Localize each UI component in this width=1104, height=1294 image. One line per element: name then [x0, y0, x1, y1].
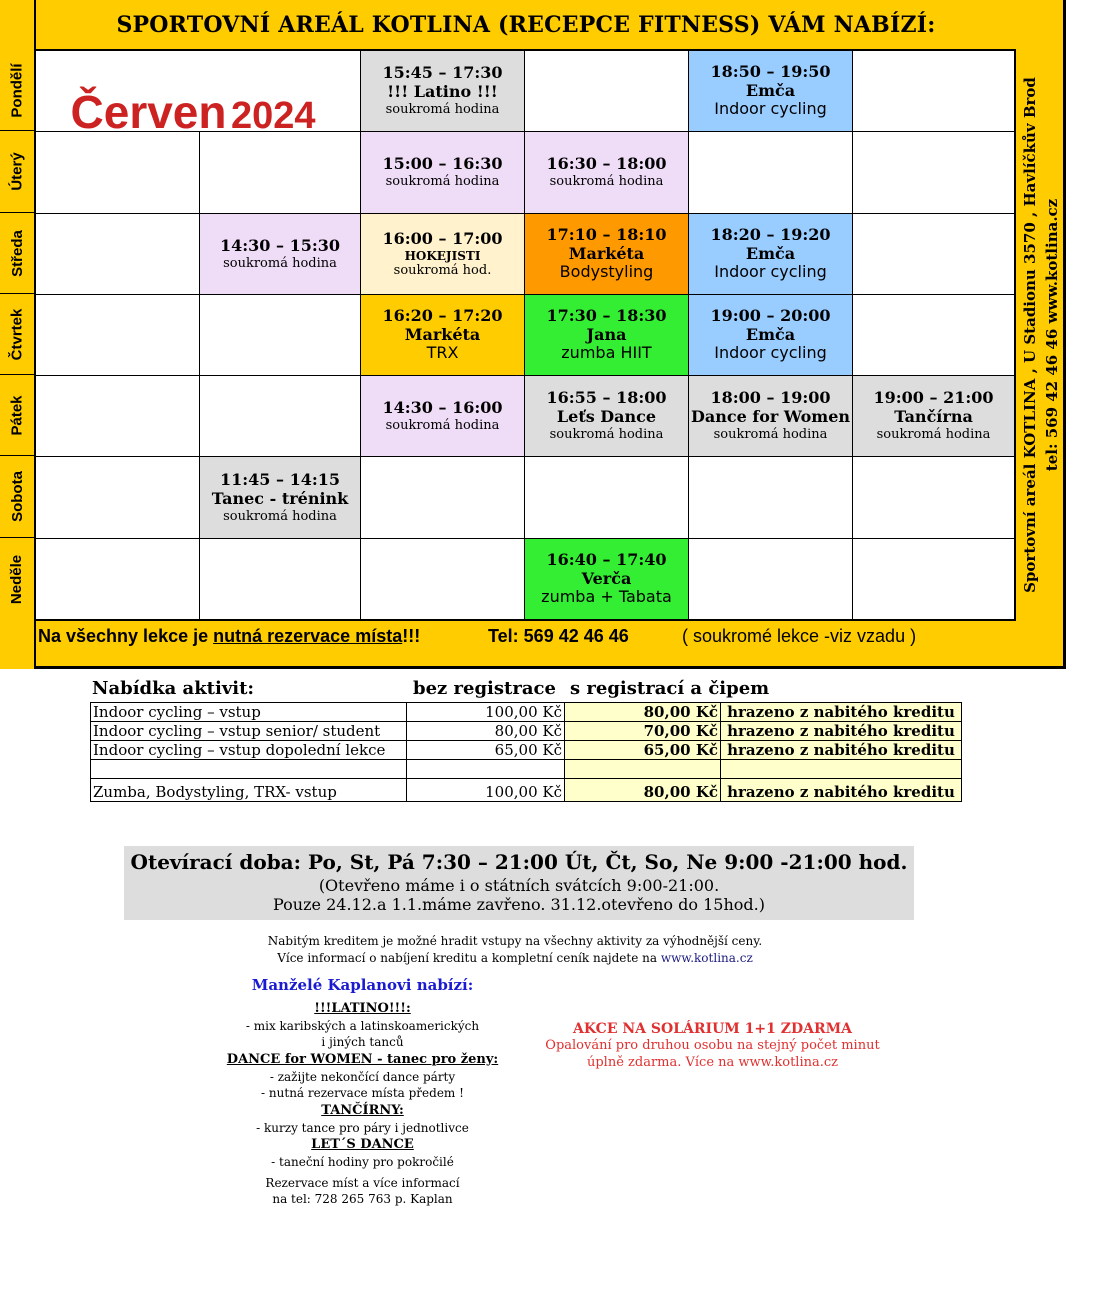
day-label-text: Sobota [8, 471, 26, 522]
class-name: !!! Latino !!! [387, 82, 498, 102]
col-noreg-heading: bez registrace [413, 678, 556, 699]
cell-tue-1 [36, 132, 200, 214]
day-label-tuesday [0, 131, 34, 213]
cell-mon-4 [525, 51, 689, 132]
cell-tue-6 [853, 132, 1014, 214]
class-bodystyling-wednesday [525, 214, 689, 295]
class-activity: zumba HIIT [561, 343, 652, 363]
class-activity: Bodystyling [559, 262, 654, 282]
day-label-wednesday [0, 213, 34, 294]
promo-line-2: úplně zdarma. Více na www.kotlina.cz [586, 1055, 839, 1071]
class-subtitle: soukromá hodina [876, 427, 991, 443]
offer-heading-row [92, 678, 770, 699]
cell-wed-1 [36, 214, 200, 295]
class-subtitle: soukromá hodina [549, 174, 664, 190]
class-activity: Indoor cycling [714, 343, 827, 363]
class-time: 19:00 – 21:00 [873, 388, 994, 408]
cell-sun-2 [200, 539, 361, 619]
activity-name: Indoor cycling – vstup dopolední lekce [91, 741, 407, 760]
letsdance-heading: LET´S DANCE [311, 1137, 414, 1153]
cell-thu-2 [200, 295, 361, 376]
cell-sun-6 [853, 539, 1014, 619]
reservation-suffix: !!! [402, 626, 421, 646]
class-activity: Indoor cycling [714, 99, 827, 119]
website-link[interactable]: www.kotlina.cz [660, 950, 753, 965]
class-activity: TRX [426, 343, 459, 363]
class-time: 16:55 – 18:00 [546, 388, 667, 408]
class-subtitle: soukromá hodina [385, 417, 500, 433]
payment-note: hrazeno z nabitého kreditu [721, 722, 962, 741]
class-instructor: Verča [581, 568, 632, 588]
price-noreg: 65,00 Kč [407, 741, 565, 760]
credit-line-2 [200, 950, 830, 967]
class-instructor: Emča [745, 80, 796, 100]
side-contact-text: tel: 569 42 46 46 www.kotlina.cz [1043, 198, 1061, 472]
class-subtitle: soukromá hodina [223, 255, 337, 271]
table-row [91, 722, 962, 741]
class-time: 16:20 – 17:20 [382, 305, 503, 325]
women-heading: DANCE for WOMEN - tanec pro ženy: [226, 1051, 499, 1067]
reservation-prefix: Na všechny lekce je [38, 626, 214, 646]
cell-fri-1 [36, 376, 200, 457]
cell-tue-2 [200, 132, 361, 214]
cell-tue-5 [689, 132, 853, 214]
cell-fri-2 [200, 376, 361, 457]
col-reg-heading: s registrací a čipem [570, 678, 770, 699]
latino-heading: !!!LATINO!!!: [314, 1000, 411, 1016]
reservation-bar [36, 623, 1036, 653]
reservation-info-2: na tel: 728 265 763 p. Kaplan [272, 1192, 453, 1207]
day-label-friday [0, 375, 34, 456]
class-activity: zumba + Tabata [541, 587, 672, 607]
side-contact-column [1040, 50, 1064, 620]
payment-note: hrazeno z nabitého kreditu [721, 741, 962, 760]
class-private-wednesday [200, 214, 361, 295]
day-label-monday [0, 50, 34, 131]
class-activity: Indoor cycling [714, 262, 827, 282]
class-zumba-thursday [525, 295, 689, 376]
reservation-info-1: Rezervace míst a více informací [265, 1175, 460, 1190]
promo-line-1: Opalování pro druhou osobu na stejný počet minut [545, 1038, 880, 1054]
private-lessons-note: ( soukromé lekce -viz vzadu ) [682, 626, 917, 646]
day-label-thursday [0, 294, 34, 375]
class-subtitle: soukromá hod. [393, 262, 492, 278]
cell-sun-5 [689, 539, 853, 619]
table-row [91, 760, 962, 779]
class-time: 16:30 – 18:00 [546, 154, 667, 174]
letsdance-line-1: - taneční hodiny pro pokročilé [271, 1155, 454, 1170]
class-tanec-saturday [200, 457, 361, 539]
opening-hours-box [124, 846, 914, 920]
class-latino-monday [361, 51, 525, 132]
activity-name: Indoor cycling – vstup senior/ student [91, 722, 407, 741]
class-time: 18:00 – 19:00 [710, 388, 831, 408]
reservation-underlined: nutná rezervace místa [213, 626, 403, 646]
cell-sat-3 [361, 457, 525, 539]
opening-hours-holidays: (Otevřeno máme i o státních svátcích 9:00-21:00. [318, 876, 720, 895]
class-private-friday [361, 376, 525, 457]
side-address-column [1018, 50, 1042, 620]
price-reg: 80,00 Kč [565, 779, 721, 802]
kaplan-title: Manželé Kaplanovi nabízí: [251, 976, 474, 994]
reservation-note [38, 626, 420, 647]
cell-sat-5 [689, 457, 853, 539]
class-instructor: Markéta [404, 324, 481, 344]
cell-sat-4 [525, 457, 689, 539]
solarium-promo [540, 1020, 885, 1072]
class-cycling-thursday [689, 295, 853, 376]
promo-title: AKCE NA SOLÁRIUM 1+1 ZDARMA [573, 1021, 852, 1037]
class-private-tuesday-1 [361, 132, 525, 214]
class-letsdance-friday [525, 376, 689, 457]
class-time: 18:20 – 19:20 [710, 224, 831, 244]
class-subtitle: soukromá hodina [385, 174, 500, 190]
class-name: Tančírna [894, 407, 973, 427]
class-time: 16:40 – 17:40 [546, 549, 667, 569]
latino-line-1: - mix karibských a latinskoamerických [245, 1018, 480, 1033]
price-noreg: 100,00 Kč [407, 779, 565, 802]
cell-sat-6 [853, 457, 1014, 539]
class-private-tuesday-2 [525, 132, 689, 214]
day-label-saturday [0, 456, 34, 538]
month-year: 2024 [230, 95, 316, 137]
month-heading [38, 85, 348, 139]
cell-sat-1 [36, 457, 200, 539]
day-label-sunday [0, 538, 34, 620]
credit-line-1: Nabitým kreditem je možné hradit vstupy na všechny aktivity za výhodnější ceny. [267, 934, 763, 948]
price-reg: 80,00 Kč [565, 703, 721, 722]
day-label-text: Čtvrtek [8, 308, 26, 360]
class-tancirna-friday [853, 376, 1014, 457]
class-instructor: Emča [745, 243, 796, 263]
day-label-text: Úterý [8, 152, 26, 191]
cell-wed-6 [853, 214, 1014, 295]
class-time: 14:30 – 16:00 [382, 397, 503, 417]
activity-name [91, 760, 407, 779]
page-title: SPORTOVNÍ AREÁL KOTLINA (RECEPCE FITNESS) VÁM NABÍZÍ: [116, 12, 936, 38]
price-reg: 70,00 Kč [565, 722, 721, 741]
class-subtitle: soukromá hodina [713, 427, 828, 443]
day-label-text: Pondělí [8, 62, 26, 118]
class-hokej-wednesday [361, 214, 525, 295]
credit-line-2-text: Více informací o nabíjení kreditu a kompletní ceník najdete na [277, 950, 661, 965]
class-time: 16:00 – 17:00 [382, 228, 503, 248]
day-label-text: Středa [8, 229, 26, 277]
tancirny-line-1: - kurzy tance pro páry i jednotlivce [256, 1120, 469, 1135]
activity-name: Indoor cycling – vstup [91, 703, 407, 722]
class-subtitle: soukromá hodina [223, 508, 337, 524]
side-contact [1016, 50, 1066, 620]
offer-heading: Nabídka aktivit: [92, 678, 255, 699]
class-instructor: Emča [745, 324, 796, 344]
class-instructor: Markéta [568, 243, 645, 263]
cell-sun-1 [36, 539, 200, 619]
class-name: Tanec - trénink [211, 488, 349, 508]
price-noreg: 80,00 Kč [407, 722, 565, 741]
payment-note [721, 760, 962, 779]
class-time: 14:30 – 15:30 [219, 235, 340, 255]
table-row [91, 779, 962, 802]
opening-hours-closed: Pouze 24.12.a 1.1.máme zavřeno. 31.12.otevřeno do 15hod.) [273, 895, 765, 914]
day-label-text: Neděle [8, 554, 26, 604]
cell-thu-1 [36, 295, 200, 376]
price-reg: 65,00 Kč [565, 741, 721, 760]
class-time: 15:00 – 16:30 [382, 154, 503, 174]
class-cycling-monday [689, 51, 853, 132]
class-zumba-sunday [525, 539, 689, 619]
women-line-2: - nutná rezervace místa předem ! [261, 1086, 464, 1101]
class-name: Leťs Dance [556, 407, 657, 427]
cell-thu-6 [853, 295, 1014, 376]
class-subtitle: soukromá hodina [385, 102, 500, 118]
payment-note: hrazeno z nabitého kreditu [721, 779, 962, 802]
payment-note: hrazeno z nabitého kreditu [721, 703, 962, 722]
class-time: 11:45 – 14:15 [219, 469, 340, 489]
class-cycling-wednesday [689, 214, 853, 295]
class-time: 19:00 – 20:00 [710, 305, 831, 325]
price-table [90, 702, 962, 802]
latino-line-2: i jiných tanců [321, 1035, 404, 1050]
cell-mon-6 [853, 51, 1014, 132]
class-subtitle: soukromá hodina [549, 427, 664, 443]
class-time: 17:30 – 18:30 [546, 305, 667, 325]
month-name: Červen [70, 86, 227, 138]
class-instructor: Jana [586, 324, 627, 344]
price-reg [565, 760, 721, 779]
reservation-phone: Tel: 569 42 46 46 [488, 626, 629, 646]
women-line-1: - zažijte nekončící dance párty [269, 1069, 456, 1084]
class-time: 17:10 – 18:10 [546, 224, 667, 244]
cell-sun-3 [361, 539, 525, 619]
table-row [91, 741, 962, 760]
price-noreg [407, 760, 565, 779]
class-time: 18:50 – 19:50 [710, 61, 831, 81]
class-dancewomen-friday [689, 376, 853, 457]
opening-hours-main: Otevírací doba: Po, St, Pá 7:30 – 21:00 Út, Čt, So, Ne 9:00 -21:00 hod. [130, 850, 908, 874]
class-name: HOKEJISTI [404, 248, 481, 263]
day-label-text: Pátek [8, 394, 26, 436]
class-time: 15:45 – 17:30 [382, 63, 503, 83]
tancirny-heading: TANČÍRNY: [321, 1102, 404, 1118]
kaplan-offer [220, 975, 505, 1208]
class-trx-thursday [361, 295, 525, 376]
price-noreg: 100,00 Kč [407, 703, 565, 722]
credit-info [200, 933, 830, 967]
side-address: Sportovní areál KOTLINA , U Stadionu 3570 , Havlíčkův Brod [1021, 77, 1040, 593]
activity-name: Zumba, Bodystyling, TRX- vstup [91, 779, 407, 802]
class-name: Dance for Women [691, 407, 850, 427]
table-row [91, 703, 962, 722]
